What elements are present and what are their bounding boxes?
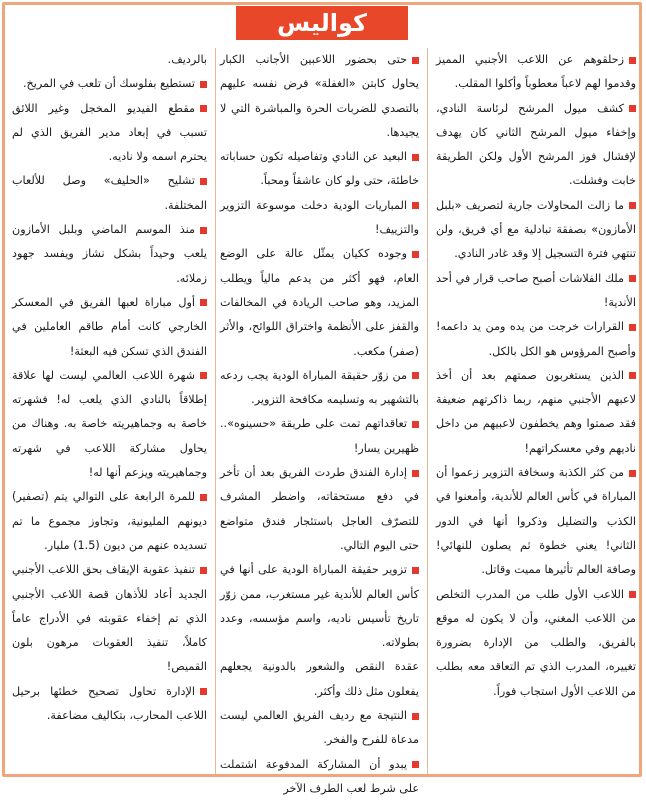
news-item-text: عقدة النقص والشعور بالدونية يجعلهم يفعلون مثل ذلك وأكثر. bbox=[220, 660, 419, 698]
news-item bbox=[220, 145, 419, 194]
news-item-text: ملك الفلاشات أصبح صاحب قرار في أحد الأندية! bbox=[436, 271, 636, 309]
bullet-square-icon bbox=[412, 202, 419, 209]
news-item bbox=[436, 194, 636, 267]
bullet-square-icon bbox=[629, 202, 636, 209]
news-item bbox=[12, 485, 207, 558]
news-item bbox=[436, 315, 636, 364]
news-item-text: اللاعب الأول طلب من المدرب التخلص من اللاعب المغني، وأن لا يكون له موقع بالفريق، والطلب من الإدارة بضرورة تغييره، المدرب الذي تم التعاقد معه بطلب من اللاعب الأول استجاب فوراً. bbox=[436, 587, 636, 698]
bullet-square-icon bbox=[200, 178, 207, 185]
column-middle bbox=[220, 48, 428, 795]
bullet-square-icon bbox=[412, 761, 419, 768]
news-item-text: منذ الموسم الماضي وبلبل الأمازون يلعب وحيداً بشكل نشاز ويفسد جهود زملائه. bbox=[12, 223, 207, 285]
bullet-square-icon bbox=[200, 81, 207, 88]
bullet-square-icon bbox=[412, 567, 419, 574]
bullet-square-icon bbox=[629, 591, 636, 598]
news-item-text: تزوير حقيقة المباراة الودية على أنها في كأس العالم للأندية غير مستغرب، ممن زوّر تاريخ تأسيس ناديه، واسم مؤسسه، وعدد بطولاته. bbox=[220, 563, 419, 650]
bullet-square-icon bbox=[629, 470, 636, 477]
news-item bbox=[12, 169, 207, 218]
bullet-square-icon bbox=[200, 567, 207, 574]
news-item-text: المباريات الودية دخلت موسوعة التزوير والتزييف! bbox=[220, 198, 419, 237]
bullet-square-icon bbox=[412, 421, 419, 428]
news-item bbox=[436, 583, 636, 704]
news-item-text: ما زالت المحاولات جارية لتصريف «بلبل الأمازون» بصفقة تبادلية مع أي فريق، ولن تنتهي فترة التسجيل إلا وقد غادر النادي. bbox=[436, 198, 636, 261]
bullet-square-icon bbox=[629, 372, 636, 379]
news-item-text: القرارات خرجت من يده ومن يد داعمه! وأصبح المرؤوس هو الكل بالكل. bbox=[436, 320, 636, 358]
news-item-text: حتى بحضور اللاعبين الأجانب الكبار يحاول كابتن «الغفلة» فرض نفسه عليهم بالتصدي للضربات الحرة والمباشرة التي لا يجيدها. bbox=[220, 53, 419, 139]
news-item-text: تشليح «الحليف» وصل للألعاب المختلفة. bbox=[12, 174, 207, 212]
news-item bbox=[220, 242, 419, 363]
news-item bbox=[220, 655, 419, 704]
bullet-square-icon bbox=[412, 251, 419, 258]
column-left bbox=[12, 48, 216, 774]
news-item-text: شهرة اللاعب العالمي ليست لها علاقة إطلاقاً بالنادي الذي يلعب له! فشهرته خاصة به وجماهيريته خاصة به. وهناك من يحاول مشاركة اللاعب في شهرته وجماهيريته ويزعم أنها له! bbox=[12, 368, 207, 480]
news-item bbox=[12, 364, 207, 485]
news-item-text: تعاقداتهم تمت على طريقة «حسينوه».. ظهيرين يسار! bbox=[220, 417, 419, 455]
news-item-text: البعيد عن النادي وتفاصيله تكون حساباته خاطئة، حتى ولو كان عاشقاً ومحباً. bbox=[220, 150, 419, 188]
news-item bbox=[220, 48, 419, 145]
news-item-text: بالرديف. bbox=[167, 53, 207, 66]
news-item bbox=[220, 412, 419, 461]
news-item bbox=[220, 461, 419, 558]
news-item bbox=[436, 48, 636, 97]
news-item-text: من كثر الكذبة وسخافة التزوير زعموا أن المباراة في كأس العالم للأندية، وأمعنوا في الكذب والتضليل وذكروا أنها في الدور الثاني! يعني خطوة ثم يصلون للنهائي! وصافة العالم تأثيرها مميت وقاتل. bbox=[436, 466, 636, 577]
news-item bbox=[436, 97, 636, 194]
news-item bbox=[12, 558, 207, 679]
news-item-text: كشف ميول المرشح لرئاسة النادي، وإخفاء ميول المرشح الثاني كان يهدف لإفشال فوز المرشح الأول ولكن الطريقة خابت وفشلت. bbox=[436, 101, 636, 188]
bullet-square-icon bbox=[200, 494, 207, 501]
column-right bbox=[436, 48, 636, 704]
news-item bbox=[12, 218, 207, 291]
news-item bbox=[12, 680, 207, 729]
news-item bbox=[220, 558, 419, 655]
news-item bbox=[12, 97, 207, 170]
news-item bbox=[220, 704, 419, 753]
bullet-square-icon bbox=[200, 299, 207, 306]
bullet-square-icon bbox=[412, 57, 419, 64]
news-item-text: إدارة الفندق طردت الفريق بعد أن تأخر في دفع مستحقاته، واضطر المشرف للتصرّف العاجل باستئجار فندق متواضع حتى اليوم التالي. bbox=[220, 466, 419, 552]
bullet-square-icon bbox=[200, 227, 207, 234]
news-item bbox=[220, 364, 419, 413]
news-item-text: مقطع الفيديو المخجل وغير اللائق تسبب في إبعاد مدير الفريق الذي لم يحترم اسمه ولا ناديه. bbox=[12, 101, 207, 164]
bullet-square-icon bbox=[412, 713, 419, 720]
bullet-square-icon bbox=[629, 324, 636, 331]
bullet-square-icon bbox=[200, 688, 207, 695]
bullet-square-icon bbox=[200, 372, 207, 379]
bullet-square-icon bbox=[412, 372, 419, 379]
news-item bbox=[220, 194, 419, 243]
section-title: كواليس bbox=[236, 6, 408, 40]
news-item-text: زحلقوهم عن اللاعب الأجنبي المميز وقدموا لهم لاعباً معطوباً وأكلوا المقلب. bbox=[436, 53, 636, 91]
news-item-text: للمرة الرابعة على التوالي يتم (تصفير) ديونهم المليونية، وتجاوز مجموع ما تم تسديده عنهم من ديون (1.5) مليار. bbox=[12, 490, 207, 552]
news-item-text: النتيجة مع رديف الفريق العالمي ليست مدعاة للفرح والفخر. bbox=[220, 709, 419, 747]
news-item-text: يبدو أن المشاركة المدفوعة اشتملت على شرط لعب الطرف الآخر bbox=[220, 757, 419, 795]
news-item bbox=[436, 461, 636, 582]
news-item bbox=[436, 364, 636, 461]
news-item bbox=[12, 291, 207, 364]
bullet-square-icon bbox=[629, 57, 636, 64]
news-item-text: وجوده ككيان يمثّل عالة على الوضع العام، فهو أكثر من يدعم مالياً ويطلب المزيد، وهو صاحب الريادة في المخالفات والقفز على الأنظمة واختراق اللوائح، والأثر (صفر) مكعب. bbox=[220, 247, 419, 358]
news-item-text: الذين يستغربون صمتهم بعد أن أخذ لاعبهم الأجنبي منهم، ربما ذاكرتهم ضعيفة فقد صمتوا وهم يخطفون لاعبيهم من داخل ناديهم وفي معسكراتهم! bbox=[436, 368, 636, 455]
news-item bbox=[436, 267, 636, 316]
bullet-square-icon bbox=[412, 154, 419, 161]
news-item-text: الإدارة تحاول تصحيح خطئها برحيل اللاعب المحارب، بتكاليف مضاعفة. bbox=[12, 684, 207, 723]
news-item bbox=[12, 48, 207, 72]
news-item bbox=[12, 72, 207, 96]
bullet-square-icon bbox=[200, 105, 207, 112]
news-item-text: أول مباراة لعبها الفريق في المعسكر الخارجي كانت أمام طاقم العاملين في الفندق الذي تسكن فيه البعثة! bbox=[12, 295, 207, 358]
news-item-text: تستطيع بفلوسك أن تلعب في المريخ. bbox=[22, 77, 195, 91]
bullet-square-icon bbox=[412, 470, 419, 477]
bullet-square-icon bbox=[629, 105, 636, 112]
news-item-text: من زوّر حقيقة المباراة الودية يجب ردعه بالتشهير به وتسليمه مكافحة التزوير. bbox=[220, 368, 419, 407]
news-item bbox=[220, 753, 419, 801]
news-item-text: تنفيذ عقوبة الإيقاف بحق اللاعب الأجنبي الجديد أعاد للأذهان قصة اللاعب الأجنبي الذي تم إخفاء عقوبته في الأدراج عاماً كاملاً، تنفيذ العقوبات مرهون بلون القميص! bbox=[12, 563, 207, 674]
bullet-square-icon bbox=[629, 275, 636, 282]
